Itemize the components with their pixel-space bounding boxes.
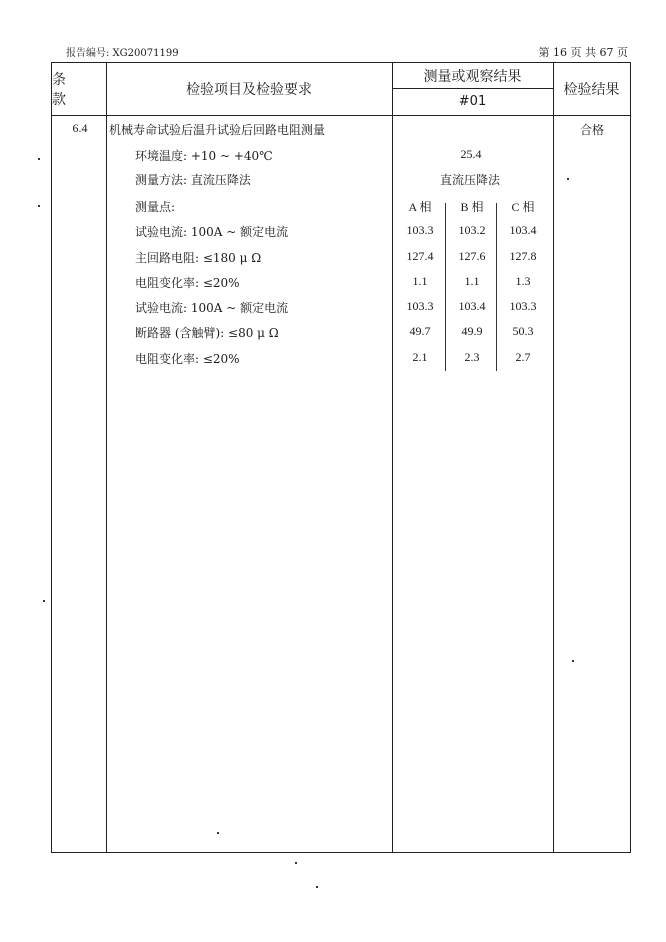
phase-b-header: B 相 xyxy=(460,200,484,214)
scan-speck xyxy=(38,205,40,207)
scan-speck xyxy=(217,832,219,834)
value-cell: 127.8 xyxy=(509,249,537,263)
header-clause: 条 款 xyxy=(52,72,76,108)
value-cell: 49.7 xyxy=(409,324,431,338)
item-label: 电阻变化率: ≤20% xyxy=(135,276,240,290)
value-cell: 127.4 xyxy=(406,249,434,263)
report-number: 报告编号: XG20071199 xyxy=(66,48,179,59)
scan-speck xyxy=(43,600,45,602)
phase-c-header: C 相 xyxy=(511,200,535,214)
value-cell: 103.3 xyxy=(406,223,434,237)
result-value: 合格 xyxy=(580,123,605,137)
item-label: 断路器 (含触臂): ≤80 μ Ω xyxy=(135,326,279,340)
header-item: 检验项目及检验要求 xyxy=(186,82,312,98)
scan-speck xyxy=(567,178,569,180)
value-cell: 直流压降法 xyxy=(440,173,501,187)
value-cell: 103.4 xyxy=(509,223,537,237)
header-result: 检验结果 xyxy=(563,82,620,98)
value-cell: 103.4 xyxy=(458,299,486,313)
item-label: 环境温度: +10 ~ +40℃ xyxy=(135,149,273,163)
item-title: 机械寿命试验后温升试验后回路电阻测量 xyxy=(109,123,326,137)
header-measure: 测量或观察结果 xyxy=(423,68,522,85)
value-cell: 103.3 xyxy=(406,299,434,313)
col-divider-item xyxy=(392,63,393,852)
value-cell: 2.3 xyxy=(464,350,480,364)
item-label: 测量点: xyxy=(135,200,176,214)
value-cell: 2.1 xyxy=(412,350,428,364)
value-cell: 25.4 xyxy=(460,147,482,161)
item-label: 试验电流: 100A ~ 额定电流 xyxy=(135,301,289,315)
col-divider-measure xyxy=(553,63,554,852)
phase-a-header: A 相 xyxy=(408,200,432,214)
value-cell: 1.1 xyxy=(412,274,428,288)
col-divider-clause xyxy=(106,63,107,852)
header-bottom-line xyxy=(52,115,630,116)
header-sample: #01 xyxy=(458,94,487,109)
scan-speck xyxy=(572,660,574,662)
value-cell: 1.1 xyxy=(464,274,480,288)
scan-speck xyxy=(38,158,40,160)
item-label: 测量方法: 直流压降法 xyxy=(135,173,251,187)
item-label: 电阻变化率: ≤20% xyxy=(135,352,240,366)
scan-speck xyxy=(316,886,318,888)
item-label: 主回路电阻: ≤180 μ Ω xyxy=(135,251,262,265)
clause-number: 6.4 xyxy=(72,121,88,135)
value-cell: 1.3 xyxy=(515,274,531,288)
value-cell: 2.7 xyxy=(515,350,531,364)
page-info: 第 16 页 共 67 页 xyxy=(538,46,628,59)
value-cell: 103.3 xyxy=(509,299,537,313)
item-label: 试验电流: 100A ~ 额定电流 xyxy=(135,225,289,239)
scan-speck xyxy=(295,862,297,864)
value-cell: 103.2 xyxy=(458,223,486,237)
value-cell: 49.9 xyxy=(461,324,483,338)
subcol-divider-ab xyxy=(445,203,446,371)
value-cell: 127.6 xyxy=(458,249,486,263)
value-cell: 50.3 xyxy=(512,324,534,338)
